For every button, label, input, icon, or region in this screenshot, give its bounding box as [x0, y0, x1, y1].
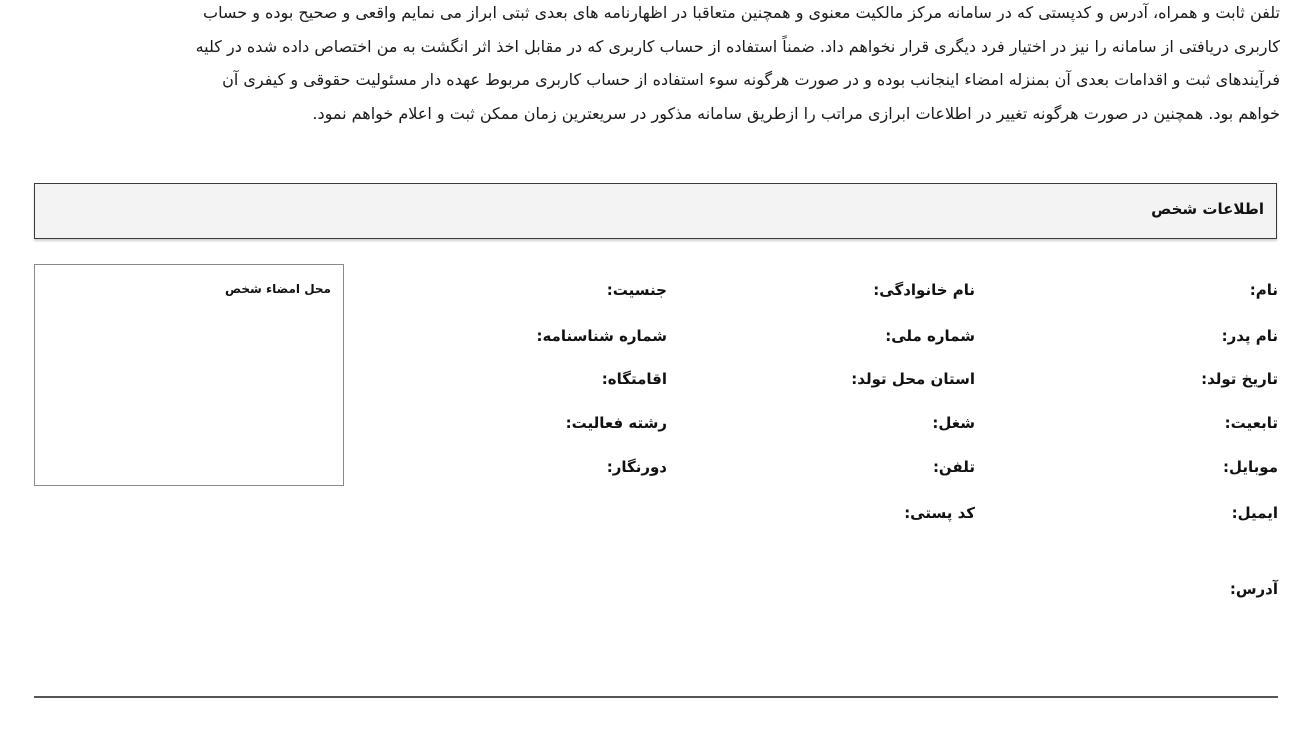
- last-name-label: نام خانوادگی:: [873, 281, 975, 299]
- declaration-text: [30, 0, 1280, 130]
- nationality-label: تابعیت:: [1224, 414, 1278, 432]
- person-info-header: [34, 183, 1277, 239]
- signature-box: [34, 264, 344, 486]
- signature-label: محل امضاء شخص: [225, 282, 331, 296]
- national-id-label: شماره ملی:: [885, 327, 975, 345]
- bottom-divider: [34, 696, 1278, 698]
- mobile-label: موبایل:: [1223, 458, 1278, 476]
- activity-field-label: رشته فعالیت:: [565, 414, 667, 432]
- phone-label: تلفن:: [932, 458, 975, 476]
- declaration-line: تلفن ثابت و همراه، آدرس و کدپستی که در سامانه مرکز مالکیت معنوی و همچنین متعاقبا در اظهارنامه های بعدی ثبتی ابراز می نمایم واقعی و صحیح بوده و حساب: [203, 3, 1280, 22]
- birth-date-label: تاریخ تولد:: [1201, 370, 1278, 388]
- declaration-line: فرآیندهای ثبت و اقدامات بعدی آن بمنزله امضاء اینجانب بوده و در صورت هرگونه سوء استفاده از حساب کاربری مربوط عهده دار مسئولیت حقوقی و کیفری آن: [222, 70, 1280, 89]
- occupation-label: شغل:: [932, 414, 975, 432]
- address-label: آدرس:: [1229, 580, 1278, 598]
- birth-cert-number-label: شماره شناسنامه:: [536, 327, 667, 345]
- declaration-line: کاربری دریافتی از سامانه را نیز در اختیار فرد دیگری قرار نخواهم داد. ضمناً استفاده از حساب کاربری که در مقابل اخذ اثر انگشت به من اختصاص داده شده در کلیه: [195, 36, 1280, 56]
- declaration-line: خواهم بود. همچنین در صورت هرگونه تغییر در اطلاعات ابرازی مراتب را ازطریق سامانه مذکور در سریعترین زمان ممکن ثبت و اعلام خواهم نمود.: [312, 103, 1280, 123]
- gender-label: جنسیت:: [606, 281, 667, 299]
- email-label: ایمیل:: [1231, 504, 1278, 522]
- section-title: اطلاعات شخص: [1151, 200, 1264, 218]
- residence-label: اقامتگاه:: [601, 370, 667, 388]
- birth-province-label: استان محل تولد:: [851, 370, 975, 388]
- postal-code-label: کد پستی:: [904, 504, 975, 522]
- fax-label: دورنگار:: [606, 458, 667, 476]
- father-name-label: نام پدر:: [1221, 327, 1278, 345]
- first-name-label: نام:: [1249, 281, 1278, 299]
